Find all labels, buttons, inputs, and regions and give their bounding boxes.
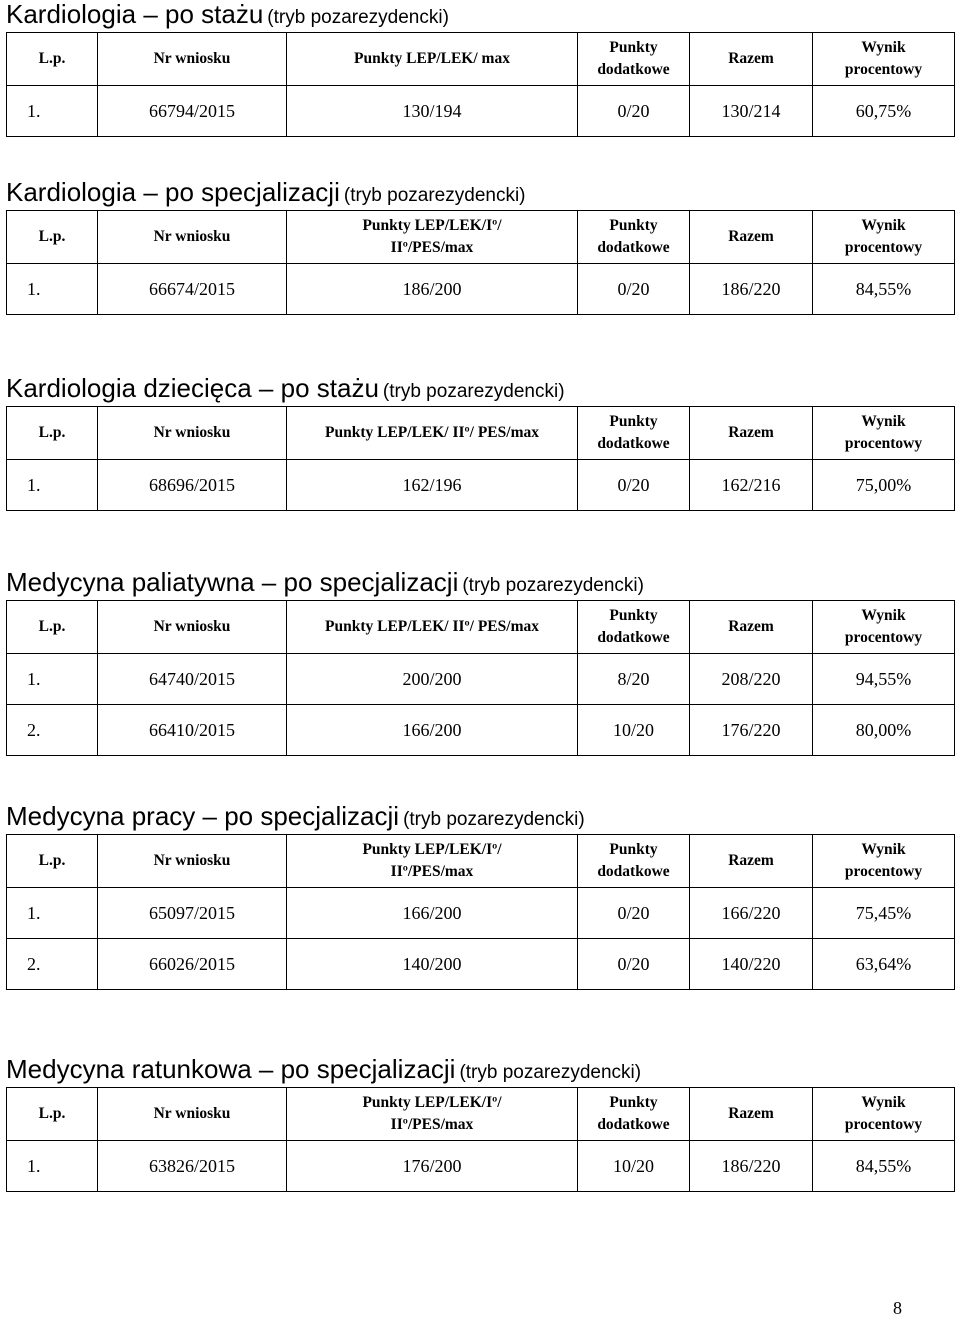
header-nr-wniosku: Nr wniosku (98, 835, 287, 888)
results-table (6, 600, 955, 756)
cell-razem: 162/216 (690, 460, 813, 511)
header-row (7, 407, 955, 460)
section-title-main: Kardiologia – po specjalizacji (6, 177, 340, 207)
cell-wynik: 60,75% (813, 86, 955, 137)
section-kardiologia-dziecieca-staz (6, 370, 954, 511)
section-title-main: Medycyna paliatywna – po specjalizacji (6, 567, 459, 597)
cell-lp: 2. (7, 705, 98, 756)
cell-lp: 1. (7, 654, 98, 705)
cell-lp: 1. (7, 460, 98, 511)
cell-lp: 1. (7, 1141, 98, 1192)
header-razem: Razem (690, 407, 813, 460)
header-lp: L.p. (7, 601, 98, 654)
header-wynik: Wynik procentowy (813, 1088, 955, 1141)
cell-nr-wniosku: 68696/2015 (98, 460, 287, 511)
header-nr-wniosku: Nr wniosku (98, 211, 287, 264)
page-number: 8 (893, 1298, 902, 1318)
table-row (7, 86, 955, 137)
section-kardiologia-staz (6, 0, 954, 137)
cell-punkty-lep: 186/200 (287, 264, 578, 315)
header-nr-wniosku: Nr wniosku (98, 407, 287, 460)
cell-punkty-lep: 200/200 (287, 654, 578, 705)
results-table (6, 32, 955, 137)
header-nr-wniosku: Nr wniosku (98, 601, 287, 654)
section-title-main: Medycyna pracy – po specjalizacji (6, 801, 400, 831)
cell-razem: 130/214 (690, 86, 813, 137)
cell-punkty-lep: 166/200 (287, 888, 578, 939)
cell-punkty-lep: 140/200 (287, 939, 578, 990)
header-punkty-dodatkowe: Punkty dodatkowe (578, 601, 690, 654)
section-title-main: Kardiologia dziecięca – po stażu (6, 373, 379, 403)
cell-wynik: 80,00% (813, 705, 955, 756)
section-medycyna-paliatywna (6, 564, 954, 756)
table-row (7, 654, 955, 705)
header-razem: Razem (690, 601, 813, 654)
table-row (7, 1141, 955, 1192)
section-title-main: Medycyna ratunkowa – po specjalizacji (6, 1054, 456, 1084)
cell-lp: 1. (7, 86, 98, 137)
header-punkty-dodatkowe: Punkty dodatkowe (578, 1088, 690, 1141)
cell-punkty-dodatkowe: 8/20 (578, 654, 690, 705)
header-punkty-lep: Punkty LEP/LEK/ IIº/ PES/max (287, 407, 578, 460)
cell-lp: 1. (7, 264, 98, 315)
header-punkty-lep: Punkty LEP/LEK/Iº/ IIº/PES/max (287, 211, 578, 264)
header-row (7, 211, 955, 264)
results-table (6, 406, 955, 511)
header-nr-wniosku: Nr wniosku (98, 33, 287, 86)
section-title (6, 370, 954, 406)
header-punkty-dodatkowe: Punkty dodatkowe (578, 33, 690, 86)
cell-razem: 140/220 (690, 939, 813, 990)
header-row (7, 33, 955, 86)
cell-punkty-dodatkowe: 10/20 (578, 1141, 690, 1192)
cell-razem: 176/220 (690, 705, 813, 756)
section-title (6, 0, 954, 32)
header-lp: L.p. (7, 211, 98, 264)
header-punkty-lep: Punkty LEP/LEK/Iº/ IIº/PES/max (287, 1088, 578, 1141)
cell-nr-wniosku: 65097/2015 (98, 888, 287, 939)
cell-nr-wniosku: 66794/2015 (98, 86, 287, 137)
section-title-mode: (tryb pozarezydencki) (462, 575, 644, 596)
results-table (6, 834, 955, 990)
cell-lp: 2. (7, 939, 98, 990)
header-punkty-dodatkowe: Punkty dodatkowe (578, 407, 690, 460)
section-medycyna-pracy (6, 798, 954, 990)
section-kardiologia-specjalizacja (6, 174, 954, 315)
cell-punkty-dodatkowe: 0/20 (578, 460, 690, 511)
cell-wynik: 63,64% (813, 939, 955, 990)
section-title-mode: (tryb pozarezydencki) (459, 1062, 642, 1083)
table-row (7, 888, 955, 939)
header-lp: L.p. (7, 407, 98, 460)
cell-punkty-dodatkowe: 10/20 (578, 705, 690, 756)
table-row (7, 939, 955, 990)
results-table (6, 1087, 955, 1192)
header-nr-wniosku: Nr wniosku (98, 1088, 287, 1141)
cell-punkty-dodatkowe: 0/20 (578, 264, 690, 315)
header-punkty-lep: Punkty LEP/LEK/ max (287, 33, 578, 86)
cell-punkty-dodatkowe: 0/20 (578, 888, 690, 939)
cell-nr-wniosku: 66674/2015 (98, 264, 287, 315)
section-title-mode: (tryb pozarezydencki) (382, 381, 565, 402)
cell-nr-wniosku: 64740/2015 (98, 654, 287, 705)
cell-nr-wniosku: 66026/2015 (98, 939, 287, 990)
header-row (7, 835, 955, 888)
header-lp: L.p. (7, 835, 98, 888)
header-wynik: Wynik procentowy (813, 33, 955, 86)
cell-punkty-lep: 166/200 (287, 705, 578, 756)
header-lp: L.p. (7, 1088, 98, 1141)
header-punkty-lep: Punkty LEP/LEK/Iº/ IIº/PES/max (287, 835, 578, 888)
section-title (6, 798, 954, 834)
header-wynik: Wynik procentowy (813, 407, 955, 460)
header-razem: Razem (690, 211, 813, 264)
section-title-mode: (tryb pozarezydencki) (343, 185, 526, 206)
cell-razem: 208/220 (690, 654, 813, 705)
header-wynik: Wynik procentowy (813, 211, 955, 264)
header-punkty-lep: Punkty LEP/LEK/ IIº/ PES/max (287, 601, 578, 654)
cell-razem: 166/220 (690, 888, 813, 939)
cell-punkty-dodatkowe: 0/20 (578, 939, 690, 990)
section-title (6, 564, 954, 600)
header-row (7, 1088, 955, 1141)
cell-punkty-lep: 130/194 (287, 86, 578, 137)
header-razem: Razem (690, 1088, 813, 1141)
cell-punkty-dodatkowe: 0/20 (578, 86, 690, 137)
cell-wynik: 75,00% (813, 460, 955, 511)
cell-razem: 186/220 (690, 264, 813, 315)
cell-wynik: 84,55% (813, 264, 955, 315)
table-row (7, 460, 955, 511)
header-row (7, 601, 955, 654)
cell-wynik: 84,55% (813, 1141, 955, 1192)
section-title-main: Kardiologia – po stażu (6, 0, 264, 29)
table-row (7, 264, 955, 315)
header-razem: Razem (690, 835, 813, 888)
section-title-mode: (tryb pozarezydencki) (267, 7, 449, 28)
header-punkty-dodatkowe: Punkty dodatkowe (578, 835, 690, 888)
table-row (7, 705, 955, 756)
section-title-mode: (tryb pozarezydencki) (403, 809, 585, 830)
cell-razem: 186/220 (690, 1141, 813, 1192)
cell-nr-wniosku: 63826/2015 (98, 1141, 287, 1192)
header-wynik: Wynik procentowy (813, 835, 955, 888)
header-punkty-dodatkowe: Punkty dodatkowe (578, 211, 690, 264)
cell-punkty-lep: 162/196 (287, 460, 578, 511)
cell-wynik: 94,55% (813, 654, 955, 705)
results-table (6, 210, 955, 315)
cell-lp: 1. (7, 888, 98, 939)
cell-nr-wniosku: 66410/2015 (98, 705, 287, 756)
section-title (6, 1051, 954, 1087)
section-medycyna-ratunkowa (6, 1051, 954, 1192)
header-wynik: Wynik procentowy (813, 601, 955, 654)
section-title (6, 174, 954, 210)
header-razem: Razem (690, 33, 813, 86)
cell-punkty-lep: 176/200 (287, 1141, 578, 1192)
cell-wynik: 75,45% (813, 888, 955, 939)
header-lp: L.p. (7, 33, 98, 86)
